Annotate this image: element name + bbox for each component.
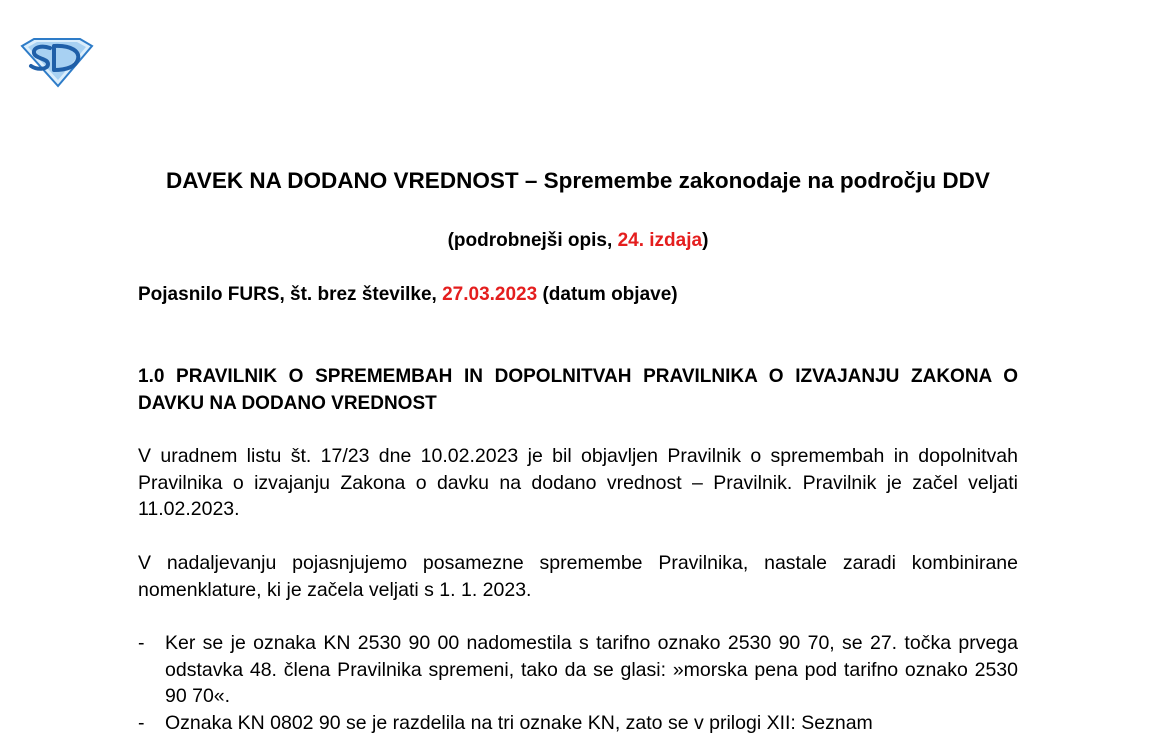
- publication-date: 27.03.2023: [442, 284, 538, 305]
- bullet-dash: -: [138, 711, 145, 734]
- source-reference: [138, 282, 1018, 307]
- subtitle-close: ): [702, 230, 709, 251]
- document-subtitle: [138, 229, 1018, 253]
- edition-number: 24. izdaja: [617, 230, 703, 251]
- list-item: [138, 710, 1018, 737]
- paragraph: V uradnem listu št. 17/23 dne 10.02.2023 je bil objavljen Pravilnik o spremembah in dopolnitvah Pravilnika o izvajanju Zakona o davku na dodano vrednost – Pravilnik. Pravilnik je začel veljati 11.02.2023.: [138, 445, 1018, 520]
- bullet-dash: -: [138, 632, 145, 654]
- document-title: DAVEK NA DODANO VREDNOST – Spremembe zakonodaje na področju DDV: [166, 168, 990, 193]
- bullet-list: [138, 630, 1018, 736]
- paragraph: V nadaljevanju pojasnjujemo posamezne spremembe Pravilnika, nastale zaradi kombinirane nomenklature, ki je začela veljati s 1. 1. 2023.: [138, 552, 1018, 601]
- sd-logo-icon: [20, 36, 94, 88]
- source-suffix: (datum objave): [537, 284, 678, 305]
- section-heading: 1.0 PRAVILNIK O SPREMEMBAH IN DOPOLNITVAH PRAVILNIKA O IZVAJANJU ZAKONA O DAVKU NA DODANO VREDNOST: [138, 366, 1018, 414]
- list-item: [138, 630, 1018, 710]
- source-prefix: Pojasnilo FURS, št. brez številke,: [138, 284, 443, 305]
- list-item-text: Ker se je oznaka KN 2530 90 00 nadomestila s tarifno oznako 2530 90 70, se 27. točka prvega odstavka 48. člena Pravilnika spremeni, tako da se glasi: »morska pena pod tarifno oznako 2530 90 70«.: [165, 632, 1018, 707]
- list-item-text: Oznaka KN 0802 90 se je razdelila na tri oznake KN, zato se v prilogi XII: Seznam: [165, 711, 873, 734]
- subtitle-open: (podrobnejši opis,: [447, 230, 618, 251]
